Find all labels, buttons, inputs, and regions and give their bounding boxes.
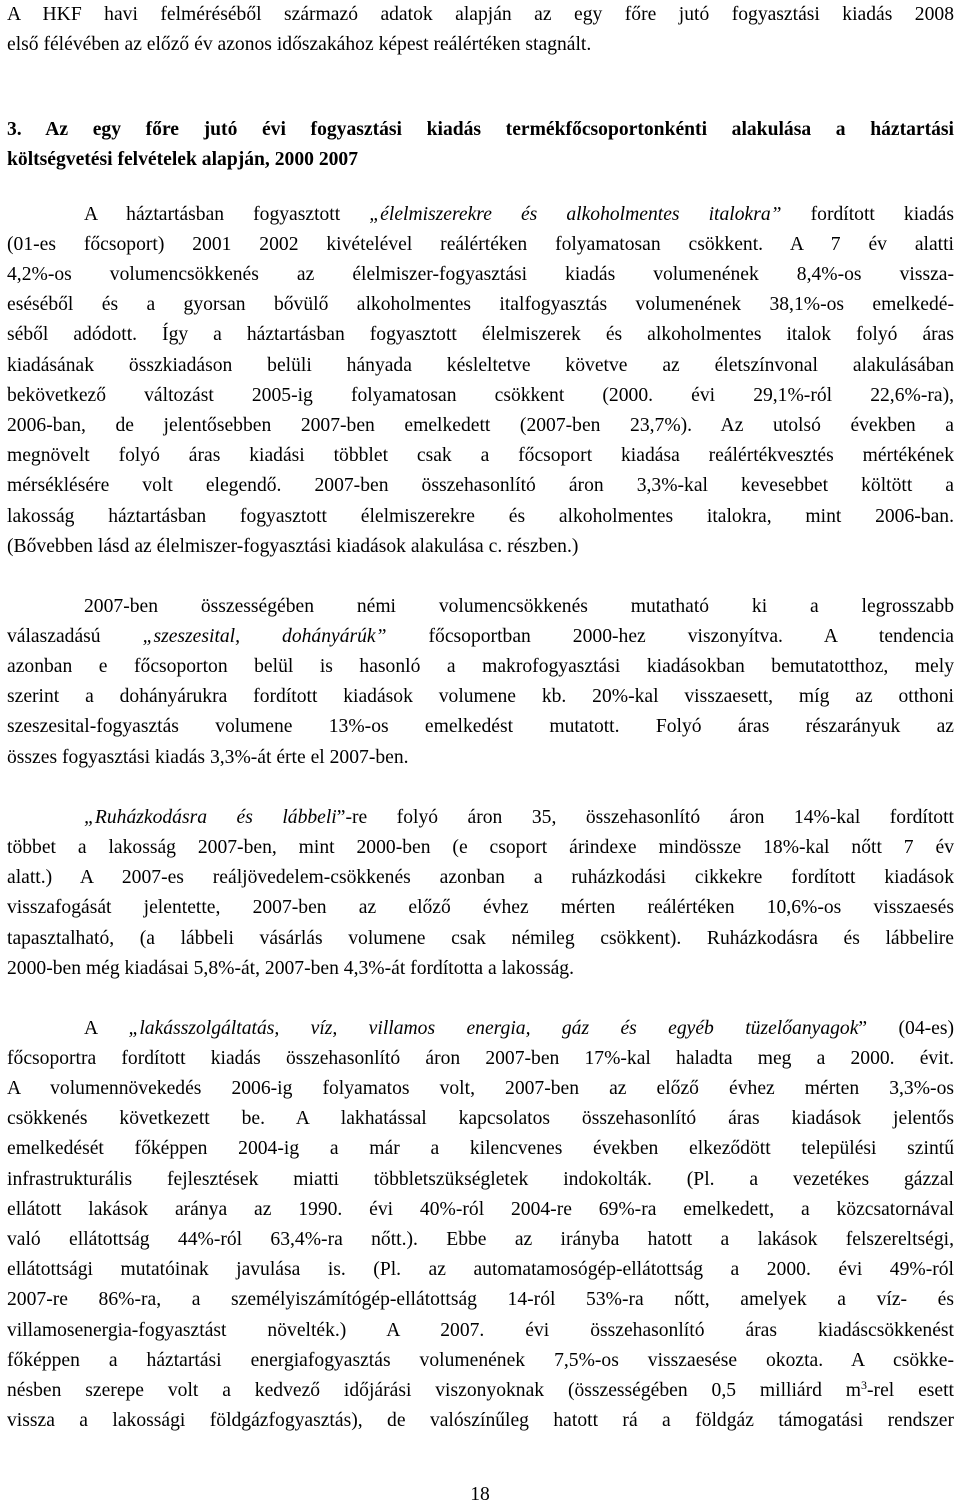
p1-line-11: lakosság háztartásban fogyasztott élelmiszerekre és alkoholmentes italokra, mint 2006-ban.: [7, 506, 954, 527]
p1-line-12: (Bővebben lásd az élelmiszer-fogyasztási kiadások alakulása c. részben.): [7, 536, 579, 557]
p2-line-4: szerint a dohányárukra fordított kiadások volumene kb. 20%-kal visszaesett, míg az otthoni: [7, 686, 954, 707]
p3-italic-term: „Ruházkodásra és lábbeli: [84, 807, 337, 828]
p2-text: válaszadású: [7, 626, 101, 647]
p4-text: -rel esett: [867, 1380, 954, 1401]
p4-line-11: villamosenergia-fogyasztást növelték.) A 2007. évi összehasonlító áras kiadáscsökkenést: [7, 1320, 954, 1341]
p3-line-4: visszafogását jelentette, 2007-ben az előző évhez mérten reálértéken 10,6%-os visszaesés: [7, 897, 954, 918]
p2-italic-term: „szeszesital, dohányárúk”: [142, 626, 387, 647]
p4-line-7: ellátott lakások aránya az 1990. évi 40%-ról 2004-re 69%-ra emelkedett, a közcsatornával: [7, 1199, 954, 1220]
p2-line-6: összes fogyasztási kiadás 3,3%-át érte el 2007-ben.: [7, 747, 409, 768]
p3-text: ”-re folyó áron 35, összehasonlító áron 14%-kal fordított: [336, 807, 954, 828]
p4-italic-term: „lakásszolgáltatás, víz, villamos energia, gáz és egyéb tüzelőanyagok: [128, 1018, 859, 1039]
section-number: 3.: [7, 119, 22, 140]
p3-line-6: 2000-ben még kiadásai 5,8%-át, 2007-ben 4,3%-át fordította a lakosság.: [7, 958, 574, 979]
p1-text: A háztartásban fogyasztott: [84, 204, 341, 225]
p1-line-3: 4,2%-os volumencsökkenés az élelmiszer-fogyasztási kiadás volumenének 8,4%-os vissza-: [7, 264, 954, 285]
p4-line-3: A volumennövekedés 2006-ig folyamatos volt, 2007-ben az előző évhez mérten 3,3%-os: [7, 1078, 954, 1099]
page-number: 18: [470, 1484, 490, 1505]
section-heading-line-1: [7, 115, 954, 145]
intro-line-2: első félévében az előző év azonos időszakához képest reálértéken stagnált.: [7, 34, 592, 55]
p4-line-4: csökkenés következett be. A lakhatással kapcsolatos összehasonlító áras kiadások jelentős: [7, 1108, 954, 1129]
p4-line-8: való ellátottság 44%-ról 63,4%-ra nőtt.). Ebbe az irányba hatott a lakások felszereltségi,: [7, 1229, 954, 1250]
section-title-part-1: Az egy főre jutó évi fogyasztási kiadás termékfőcsoportonkénti alakulása a háztartási: [45, 119, 954, 140]
p4-text: ” (04-es): [858, 1018, 954, 1039]
p4-line-12: főképpen a háztartási energiafogyasztás volumenének 7,5%-os visszaesése okozta. A csökke-: [7, 1350, 954, 1371]
p1-line-7: bekövetkező változást 2005-ig folyamatosan csökkent (2000. évi 29,1%-ról 22,6%-ra),: [7, 385, 954, 406]
p4-line-13: [7, 1376, 954, 1406]
p4-line-9: ellátottsági mutatóinak javulása is. (Pl. az automatamosógép-ellátottság a 2000. évi 49%-ról: [7, 1259, 954, 1280]
p3-line-2: többet a lakosság 2007-ben, mint 2000-ben (e csoport árindexe mindössze 18%-kal nőtt 7 év: [7, 837, 954, 858]
p1-italic-term: „élelmiszerekre és alkoholmentes italokra”: [369, 204, 782, 225]
p1-text: fordított kiadás: [810, 204, 954, 225]
p1-line-5: séből adódott. Így a háztartásban fogyasztott élelmiszerek és alkoholmentes italok folyó áras: [7, 324, 954, 345]
p4-line-14: vissza a lakossági földgázfogyasztás), de valószínűleg hatott rá a földgáz támogatási rendszer: [7, 1410, 954, 1431]
p1-line-2: (01-es főcsoport) 2001 2002 kivételével reálértéken folyamatosan csökkent. A 7 év alatti: [7, 234, 954, 255]
p2-text: főcsoportban 2000-hez viszonyítva. A tendencia: [428, 626, 954, 647]
p1-line-6: kiadásának összkiadáson belüli hányada késleltetve követve az életszínvonal alakulásában: [7, 355, 954, 376]
p4-text: nésben szerepe volt a kedvező időjárási viszonyoknak (összességében 0,5 milliárd m: [7, 1380, 862, 1401]
p1-line-10: mérséklésére volt elegendő. 2007-ben összehasonlító áron 3,3%-kal kevesebbet költött a: [7, 475, 954, 496]
p3-line-3: alatt.) A 2007-es reáljövedelem-csökkenés azonban a ruházkodási cikkekre fordított kiadások: [7, 867, 954, 888]
p1-line-1: [7, 200, 954, 230]
p3-line-5: tapasztalható, (a lábbeli vásárlás volumene csak némileg csökkent). Ruházkodásra és lábbelire: [7, 928, 954, 949]
p3-line-1: [7, 803, 954, 833]
intro-line-1: A HKF havi felméréséből származó adatok alapján az egy főre jutó fogyasztási kiadás 2008: [7, 4, 954, 25]
superscript: 3: [861, 1378, 868, 1392]
p4-line-10: 2007-re 86%-ra, a személyiszámítógép-ellátottság 14-ról 53%-ra nőtt, amelyek a víz- és: [7, 1289, 954, 1310]
p4-line-1: [7, 1014, 954, 1044]
p1-line-8: 2006-ban, de jelentősebben 2007-ben emelkedett (2007-ben 23,7%). Az utolsó években a: [7, 415, 954, 436]
p1-line-9: megnövelt folyó áras kiadási többlet csak a főcsoport kiadása reálértékvesztés mértékének: [7, 445, 954, 466]
p2-line-3: azonban e főcsoporton belül is hasonló a makrofogyasztási kiadásokban bemutatotthoz, mely: [7, 656, 954, 677]
p4-text: A: [84, 1018, 98, 1039]
p2-line-1: 2007-ben összességében némi volumencsökkenés mutatható ki a legrosszabb: [84, 596, 954, 617]
p2-line-5: szeszesital-fogyasztás volumene 13%-os emelkedést mutatott. Folyó áras részarányuk az: [7, 716, 954, 737]
p4-line-5: emelkedését főképpen 2004-ig a már a kilencvenes években elkeződött települési szintű: [7, 1138, 954, 1159]
section-heading-line-2: költségvetési felvételek alapján, 2000 2007: [7, 149, 359, 170]
p1-line-4: eséséből és a gyorsan bővülő alkoholmentes italfogyasztás volumenének 38,1%-os emelkedé-: [7, 294, 954, 315]
p4-line-2: főcsoportra fordított kiadás összehasonlító áron 2007-ben 17%-kal haladta meg a 2000. évit.: [7, 1048, 954, 1069]
p2-line-2: [7, 622, 954, 652]
p4-line-6: infrastrukturális fejlesztések miatti többletszükségletek indokolták. (Pl. a vezetékes gázzal: [7, 1169, 954, 1190]
